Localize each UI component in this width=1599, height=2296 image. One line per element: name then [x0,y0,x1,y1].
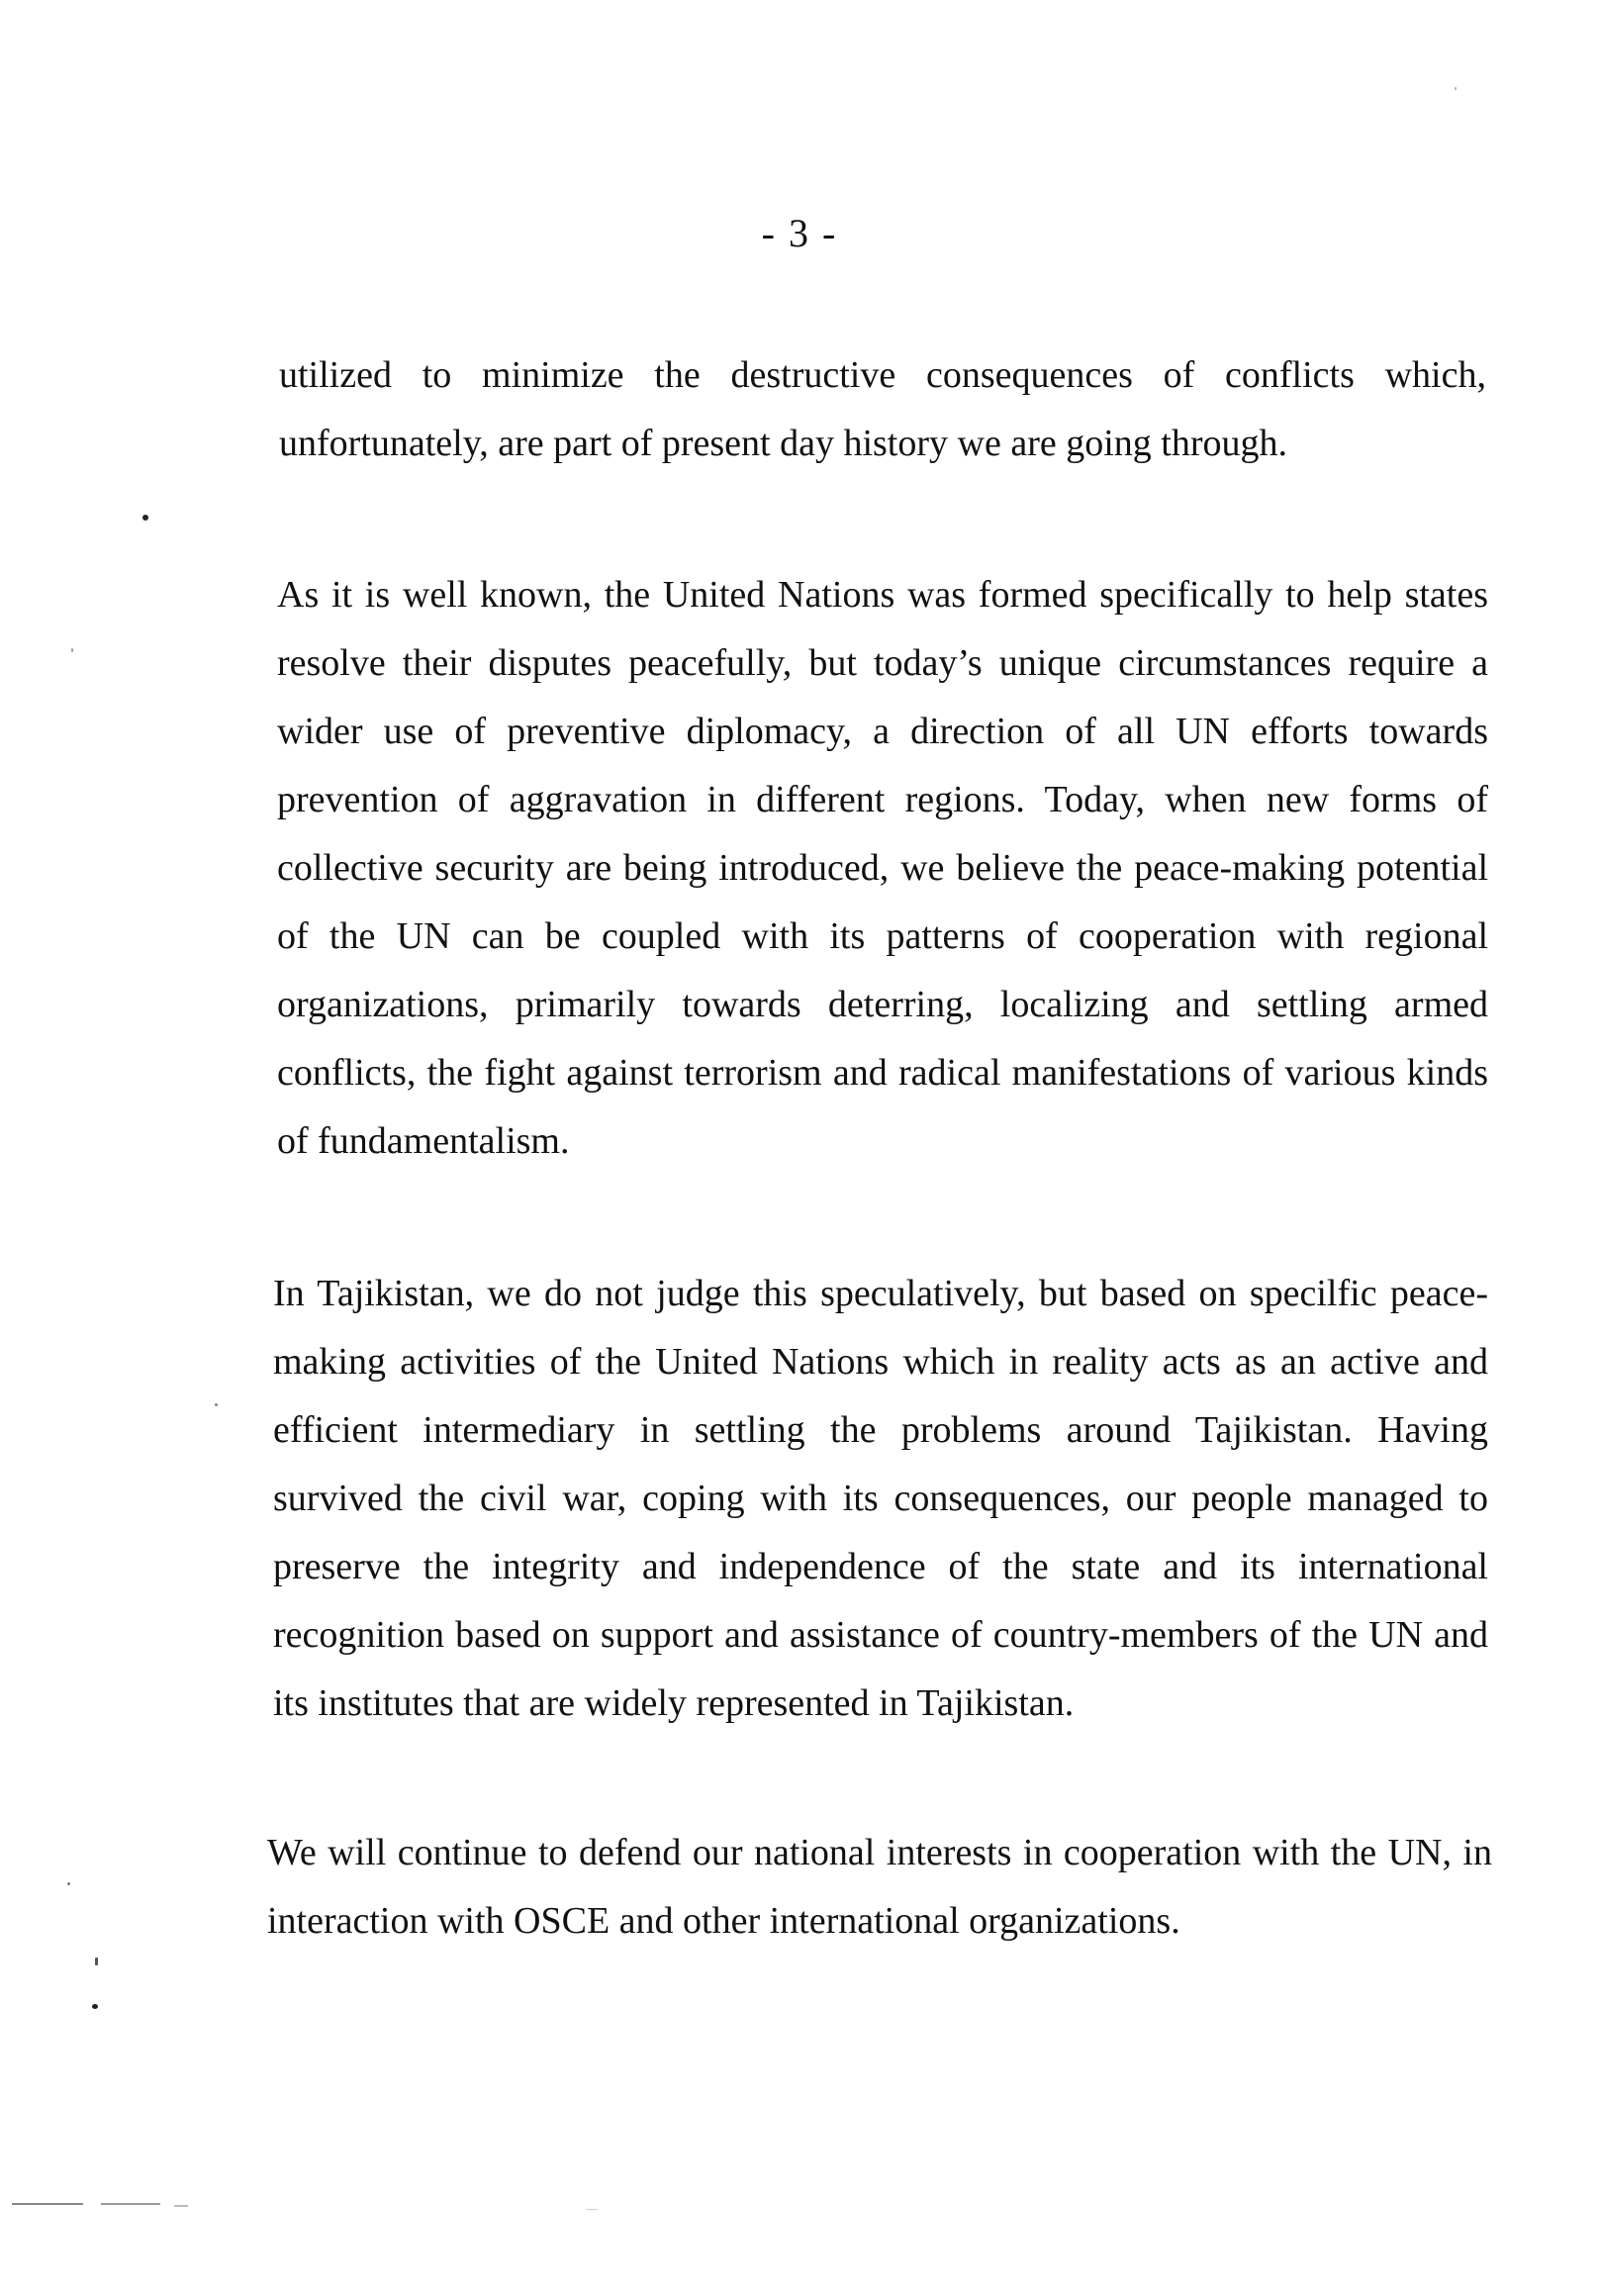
paragraph-1: utilized to minimize the destructive consequences of conflicts which, unfortunately, are part of present day history we are going through. [279,354,1486,464]
scan-speck [142,515,148,521]
scan-speck [1455,87,1457,90]
paragraph-2: As it is well known, the United Nations was formed specifically to help states resolve their disputes peacefully, but today’s unique circumstances require a wider use of preventive diplomacy, a direction of all UN efforts towards prevention of aggravation in different regions. Today, when new forms of collective security are being introduced, we believe the peace-making potential of the UN can be coupled with its patterns of cooperation with regional organizations, primarily towards deterring, localizing and settling armed conflicts, the fight against terrorism and radical manifestations of various kinds of fundamentalism. [277,574,1488,1162]
page-number: - 3 - [761,211,838,255]
scan-line [174,2205,188,2207]
scan-line [12,2203,83,2205]
paragraph-4: We will continue to defend our national interests in cooperation with the UN, in interaction with OSCE and other international organizations. [267,1832,1492,1942]
scan-speck [215,1403,218,1406]
paragraph-3: In Tajikistan, we do not judge this speculatively, but based on specilfic peace-making activities of the United Nations which in reality acts as an active and efficient intermediary in settling the problems around Tajikistan. Having survived the civil war, coping with its consequences, our people managed to preserve the integrity and independence of the state and its international recognition based on support and assistance of country-members of the UN and its institutes that are widely represented in Tajikistan. [273,1273,1488,1724]
scan-speck [95,1958,98,1965]
scan-line [586,2209,598,2210]
scan-speck [67,1882,70,1885]
scan-speck [92,2004,98,2009]
scan-speck [71,648,73,652]
scan-line [101,2203,160,2205]
